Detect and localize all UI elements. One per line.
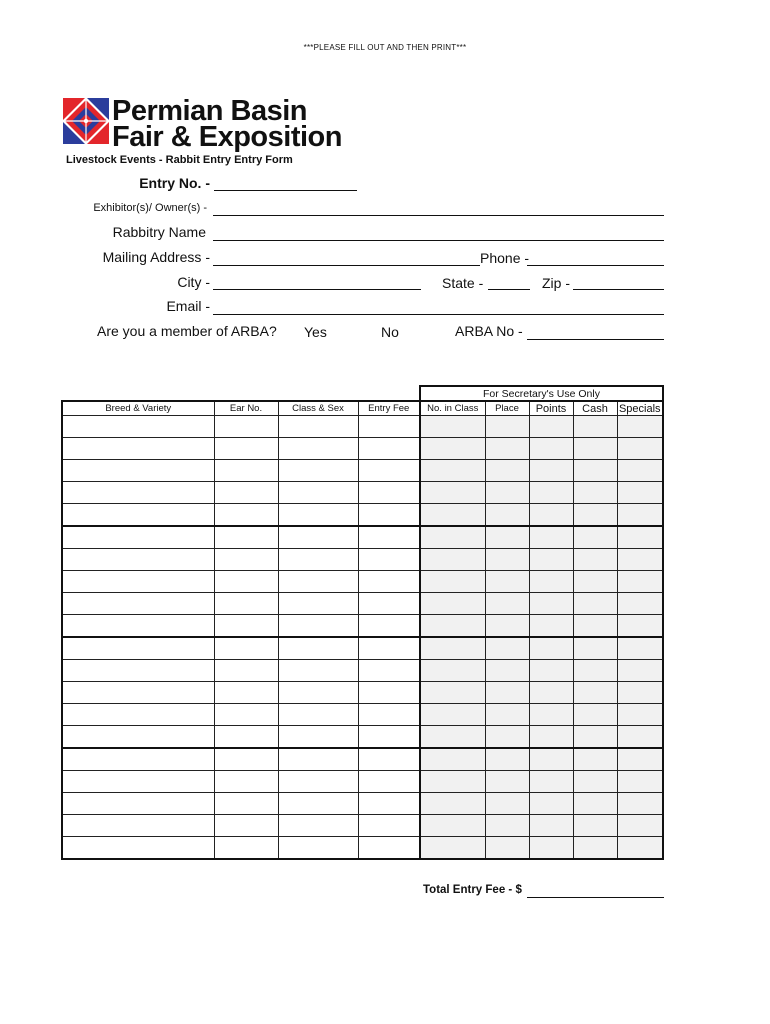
breed-cell[interactable] (62, 460, 214, 482)
table-row (62, 593, 663, 615)
mailing-label: Mailing Address - (102, 249, 210, 265)
entry-fee-cell[interactable] (358, 837, 420, 860)
points-cell[interactable] (529, 771, 573, 793)
col-entry-fee: Entry Fee (358, 401, 420, 416)
email-input[interactable] (215, 299, 663, 314)
city-label: City - (177, 274, 210, 290)
ear-no-cell[interactable] (214, 682, 278, 704)
no-in-class-cell[interactable] (420, 748, 485, 771)
points-cell[interactable] (529, 704, 573, 726)
breed-cell[interactable] (62, 726, 214, 749)
points-cell[interactable] (529, 748, 573, 771)
exhibitor-input[interactable] (215, 200, 663, 215)
entry-fee-cell[interactable] (358, 416, 420, 438)
table-row (62, 438, 663, 460)
place-cell[interactable] (485, 416, 529, 438)
col-ear-no: Ear No. (214, 401, 278, 416)
col-no-in-class: No. in Class (420, 401, 485, 416)
points-cell[interactable] (529, 815, 573, 837)
phone-label: Phone - (480, 250, 530, 266)
specials-cell[interactable] (617, 549, 663, 571)
rabbitry-line (213, 240, 664, 241)
breed-cell[interactable] (62, 593, 214, 615)
no-in-class-cell[interactable] (420, 815, 485, 837)
print-notice: ***PLEASE FILL OUT AND THEN PRINT*** (303, 43, 467, 52)
state-input[interactable] (490, 274, 529, 289)
cash-cell[interactable] (573, 815, 617, 837)
entry-fee-cell[interactable] (358, 748, 420, 771)
no-in-class-cell[interactable] (420, 793, 485, 815)
table-row (62, 416, 663, 438)
cash-cell[interactable] (573, 438, 617, 460)
specials-cell[interactable] (617, 815, 663, 837)
breed-cell[interactable] (62, 748, 214, 771)
no-in-class-cell[interactable] (420, 704, 485, 726)
entry-fee-cell[interactable] (358, 637, 420, 660)
entry-table (61, 385, 664, 860)
breed-cell[interactable] (62, 837, 214, 860)
logo-line-2: Fair & Exposition (112, 121, 342, 153)
table-row (62, 771, 663, 793)
zip-input[interactable] (575, 274, 663, 289)
phone-input[interactable] (529, 250, 663, 265)
specials-cell[interactable] (617, 416, 663, 438)
breed-cell[interactable] (62, 793, 214, 815)
exhibitor-line (213, 215, 664, 216)
class-sex-cell[interactable] (278, 726, 358, 749)
no-in-class-cell[interactable] (420, 660, 485, 682)
column-header-row (62, 401, 663, 416)
ear-no-cell[interactable] (214, 793, 278, 815)
breed-cell[interactable] (62, 615, 214, 638)
place-cell[interactable] (485, 571, 529, 593)
specials-cell[interactable] (617, 504, 663, 527)
table-row (62, 660, 663, 682)
class-sex-cell[interactable] (278, 460, 358, 482)
ear-no-cell[interactable] (214, 549, 278, 571)
ear-no-cell[interactable] (214, 460, 278, 482)
state-line (488, 289, 530, 290)
cash-cell[interactable] (573, 526, 617, 549)
place-cell[interactable] (485, 593, 529, 615)
no-in-class-cell[interactable] (420, 637, 485, 660)
class-sex-cell[interactable] (278, 504, 358, 527)
class-sex-cell[interactable] (278, 438, 358, 460)
specials-cell[interactable] (617, 748, 663, 771)
class-sex-cell[interactable] (278, 593, 358, 615)
breed-cell[interactable] (62, 526, 214, 549)
table-row (62, 704, 663, 726)
table-row (62, 837, 663, 860)
table-row (62, 637, 663, 660)
cash-cell[interactable] (573, 771, 617, 793)
total-entry-fee-line (527, 897, 664, 898)
no-in-class-cell[interactable] (420, 682, 485, 704)
points-cell[interactable] (529, 526, 573, 549)
points-cell[interactable] (529, 593, 573, 615)
table-row (62, 793, 663, 815)
entry-fee-cell[interactable] (358, 615, 420, 638)
no-in-class-cell[interactable] (420, 571, 485, 593)
points-cell[interactable] (529, 438, 573, 460)
city-input[interactable] (215, 274, 420, 289)
ear-no-cell[interactable] (214, 438, 278, 460)
entry-fee-cell[interactable] (358, 593, 420, 615)
cash-cell[interactable] (573, 593, 617, 615)
place-cell[interactable] (485, 460, 529, 482)
arba-number-label: ARBA No - (455, 323, 523, 339)
col-class-sex: Class & Sex (278, 401, 358, 416)
no-in-class-cell[interactable] (420, 615, 485, 638)
specials-cell[interactable] (617, 482, 663, 504)
specials-cell[interactable] (617, 726, 663, 749)
points-cell[interactable] (529, 726, 573, 749)
specials-cell[interactable] (617, 837, 663, 860)
no-in-class-cell[interactable] (420, 771, 485, 793)
ear-no-cell[interactable] (214, 771, 278, 793)
place-cell[interactable] (485, 504, 529, 527)
table-row (62, 615, 663, 638)
entry-fee-cell[interactable] (358, 793, 420, 815)
place-cell[interactable] (485, 615, 529, 638)
specials-cell[interactable] (617, 615, 663, 638)
no-in-class-cell[interactable] (420, 549, 485, 571)
logo-line-1: Permian Basin (112, 95, 307, 127)
class-sex-cell[interactable] (278, 837, 358, 860)
no-in-class-cell[interactable] (420, 416, 485, 438)
cash-cell[interactable] (573, 660, 617, 682)
cash-cell[interactable] (573, 837, 617, 860)
cash-cell[interactable] (573, 726, 617, 749)
breed-cell[interactable] (62, 482, 214, 504)
table-row (62, 460, 663, 482)
ear-no-cell[interactable] (214, 526, 278, 549)
arba-yes-option[interactable]: Yes (304, 324, 327, 340)
state-label: State - (442, 275, 484, 291)
points-cell[interactable] (529, 504, 573, 527)
breed-cell[interactable] (62, 504, 214, 527)
ear-no-cell[interactable] (214, 637, 278, 660)
place-cell[interactable] (485, 526, 529, 549)
fair-logo-icon (62, 97, 110, 145)
no-in-class-cell[interactable] (420, 504, 485, 527)
entry-fee-cell[interactable] (358, 526, 420, 549)
entry-fee-cell[interactable] (358, 460, 420, 482)
specials-cell[interactable] (617, 438, 663, 460)
no-in-class-cell[interactable] (420, 438, 485, 460)
rabbitry-label: Rabbitry Name (112, 224, 206, 240)
cash-cell[interactable] (573, 748, 617, 771)
points-cell[interactable] (529, 482, 573, 504)
specials-cell[interactable] (617, 571, 663, 593)
zip-line (573, 289, 664, 290)
place-cell[interactable] (485, 482, 529, 504)
specials-cell[interactable] (617, 771, 663, 793)
class-sex-cell[interactable] (278, 771, 358, 793)
cash-cell[interactable] (573, 682, 617, 704)
cash-cell[interactable] (573, 571, 617, 593)
class-sex-cell[interactable] (278, 615, 358, 638)
mailing-input[interactable] (215, 250, 479, 265)
arba-number-line (527, 339, 664, 340)
col-cash: Cash (573, 401, 617, 416)
breed-cell[interactable] (62, 438, 214, 460)
no-in-class-cell[interactable] (420, 593, 485, 615)
breed-cell[interactable] (62, 771, 214, 793)
entry-fee-cell[interactable] (358, 682, 420, 704)
specials-cell[interactable] (617, 682, 663, 704)
entry-fee-cell[interactable] (358, 549, 420, 571)
class-sex-cell[interactable] (278, 815, 358, 837)
cash-cell[interactable] (573, 549, 617, 571)
no-in-class-cell[interactable] (420, 482, 485, 504)
cash-cell[interactable] (573, 793, 617, 815)
place-cell[interactable] (485, 438, 529, 460)
class-sex-cell[interactable] (278, 482, 358, 504)
ear-no-cell[interactable] (214, 748, 278, 771)
points-cell[interactable] (529, 571, 573, 593)
arba-question: Are you a member of ARBA? (97, 323, 277, 339)
breed-cell[interactable] (62, 416, 214, 438)
points-cell[interactable] (529, 416, 573, 438)
ear-no-cell[interactable] (214, 837, 278, 860)
ear-no-cell[interactable] (214, 615, 278, 638)
breed-cell[interactable] (62, 549, 214, 571)
cash-cell[interactable] (573, 704, 617, 726)
total-entry-fee-label: Total Entry Fee - $ (423, 884, 522, 896)
place-cell[interactable] (485, 704, 529, 726)
specials-cell[interactable] (617, 704, 663, 726)
place-cell[interactable] (485, 748, 529, 771)
points-cell[interactable] (529, 660, 573, 682)
breed-cell[interactable] (62, 682, 214, 704)
table-row (62, 571, 663, 593)
table-row (62, 682, 663, 704)
class-sex-cell[interactable] (278, 704, 358, 726)
no-in-class-cell[interactable] (420, 460, 485, 482)
entry-fee-cell[interactable] (358, 815, 420, 837)
place-cell[interactable] (485, 726, 529, 749)
class-sex-cell[interactable] (278, 660, 358, 682)
specials-cell[interactable] (617, 793, 663, 815)
table-row (62, 748, 663, 771)
points-cell[interactable] (529, 615, 573, 638)
entry-fee-cell[interactable] (358, 660, 420, 682)
entry-fee-cell[interactable] (358, 571, 420, 593)
form-subtitle: Livestock Events - Rabbit Entry Entry Form (66, 154, 293, 166)
entry-fee-cell[interactable] (358, 726, 420, 749)
entry-no-line (214, 190, 357, 191)
class-sex-cell[interactable] (278, 682, 358, 704)
entry-fee-cell[interactable] (358, 704, 420, 726)
ear-no-cell[interactable] (214, 416, 278, 438)
col-place: Place (485, 401, 529, 416)
cash-cell[interactable] (573, 460, 617, 482)
breed-cell[interactable] (62, 704, 214, 726)
city-line (213, 289, 421, 290)
class-sex-cell[interactable] (278, 526, 358, 549)
cash-cell[interactable] (573, 504, 617, 527)
class-sex-cell[interactable] (278, 793, 358, 815)
breed-cell[interactable] (62, 571, 214, 593)
ear-no-cell[interactable] (214, 504, 278, 527)
col-points: Points (529, 401, 573, 416)
cash-cell[interactable] (573, 416, 617, 438)
ear-no-cell[interactable] (214, 815, 278, 837)
arba-number-input[interactable] (529, 324, 663, 339)
col-specials: Specials (617, 401, 663, 416)
entry-fee-cell[interactable] (358, 771, 420, 793)
rabbitry-input[interactable] (215, 225, 663, 240)
specials-cell[interactable] (617, 460, 663, 482)
total-entry-fee-input[interactable] (529, 882, 663, 897)
class-sex-cell[interactable] (278, 748, 358, 771)
points-cell[interactable] (529, 682, 573, 704)
points-cell[interactable] (529, 460, 573, 482)
entry-fee-cell[interactable] (358, 504, 420, 527)
cash-cell[interactable] (573, 637, 617, 660)
points-cell[interactable] (529, 793, 573, 815)
place-cell[interactable] (485, 637, 529, 660)
email-label: Email - (166, 298, 210, 314)
place-cell[interactable] (485, 682, 529, 704)
table-row (62, 549, 663, 571)
points-cell[interactable] (529, 549, 573, 571)
entry-no-input[interactable] (216, 175, 356, 190)
ear-no-cell[interactable] (214, 482, 278, 504)
entry-no-label: Entry No. - (139, 175, 210, 191)
table-row (62, 815, 663, 837)
ear-no-cell[interactable] (214, 660, 278, 682)
place-cell[interactable] (485, 815, 529, 837)
mailing-line (213, 265, 480, 266)
ear-no-cell[interactable] (214, 726, 278, 749)
phone-line (527, 265, 664, 266)
specials-cell[interactable] (617, 593, 663, 615)
exhibitor-label: Exhibitor(s)/ Owner(s) - (93, 202, 207, 214)
col-breed-variety: Breed & Variety (62, 401, 214, 416)
email-line (213, 314, 664, 315)
points-cell[interactable] (529, 637, 573, 660)
arba-no-option[interactable]: No (381, 324, 399, 340)
cash-cell[interactable] (573, 482, 617, 504)
place-cell[interactable] (485, 837, 529, 860)
cash-cell[interactable] (573, 615, 617, 638)
secretary-header: For Secretary's Use Only (420, 386, 663, 401)
class-sex-cell[interactable] (278, 637, 358, 660)
no-in-class-cell[interactable] (420, 837, 485, 860)
ear-no-cell[interactable] (214, 704, 278, 726)
breed-cell[interactable] (62, 637, 214, 660)
breed-cell[interactable] (62, 660, 214, 682)
entry-fee-cell[interactable] (358, 438, 420, 460)
specials-cell[interactable] (617, 660, 663, 682)
specials-cell[interactable] (617, 637, 663, 660)
ear-no-cell[interactable] (214, 593, 278, 615)
class-sex-cell[interactable] (278, 571, 358, 593)
ear-no-cell[interactable] (214, 571, 278, 593)
entry-fee-cell[interactable] (358, 482, 420, 504)
class-sex-cell[interactable] (278, 549, 358, 571)
class-sex-cell[interactable] (278, 416, 358, 438)
points-cell[interactable] (529, 837, 573, 860)
place-cell[interactable] (485, 660, 529, 682)
specials-cell[interactable] (617, 526, 663, 549)
place-cell[interactable] (485, 793, 529, 815)
table-row (62, 526, 663, 549)
zip-label: Zip - (542, 275, 570, 291)
table-row (62, 482, 663, 504)
no-in-class-cell[interactable] (420, 526, 485, 549)
table-row (62, 504, 663, 527)
breed-cell[interactable] (62, 815, 214, 837)
place-cell[interactable] (485, 549, 529, 571)
no-in-class-cell[interactable] (420, 726, 485, 749)
place-cell[interactable] (485, 771, 529, 793)
table-row (62, 726, 663, 749)
